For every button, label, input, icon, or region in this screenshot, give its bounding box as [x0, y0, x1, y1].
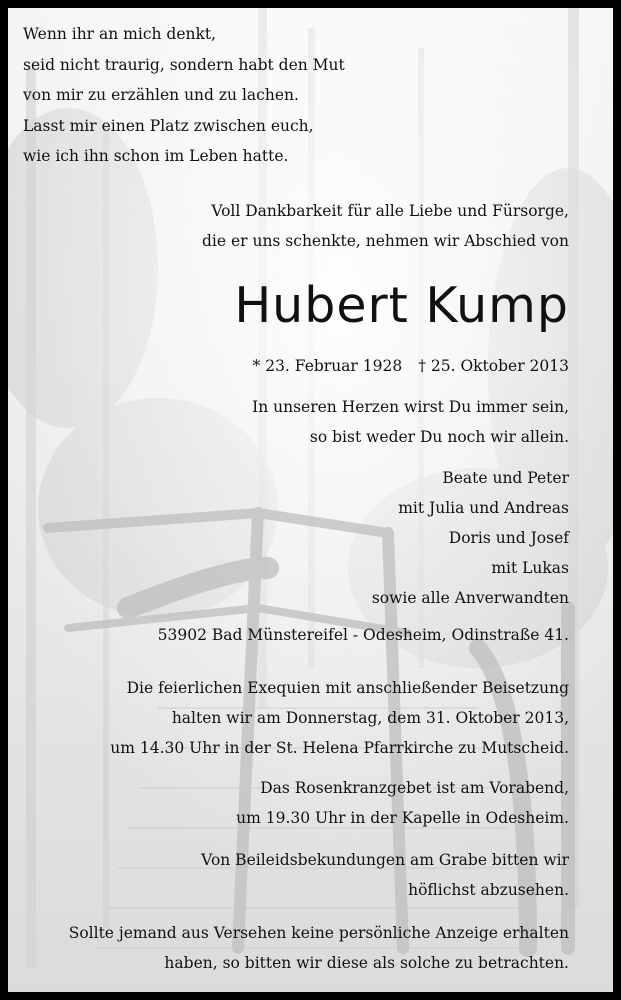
- intro-line: die er uns schenkte, nehmen wir Abschied von: [201, 232, 569, 250]
- rosary-line: Das Rosenkranzgebet ist am Vorabend,: [260, 779, 569, 797]
- intro-line: Voll Dankbarkeit für alle Liebe und Fürsorge,: [211, 202, 569, 220]
- condolences-note: [201, 845, 569, 905]
- poem-line: Wenn ihr an mich denkt,: [23, 25, 217, 43]
- mourners-list: [372, 463, 569, 613]
- condolences-line: Von Beileidsbekundungen am Grabe bitten wir: [201, 851, 569, 869]
- funeral-details: [110, 673, 569, 763]
- poem-line: wie ich ihn schon im Leben hatte.: [23, 147, 289, 165]
- poem-line: von mir zu erzählen und zu lachen.: [23, 86, 299, 104]
- birth-date: * 23. Februar 1928: [252, 357, 403, 375]
- mourner: Beate und Peter: [442, 469, 569, 487]
- life-dates: [253, 351, 569, 381]
- mourner: mit Julia und Andreas: [398, 499, 569, 517]
- poem: [23, 19, 345, 172]
- saying-line: so bist weder Du noch wir allein.: [309, 428, 569, 446]
- address-line: 53902 Bad Münstereifel - Odesheim, Odinstraße 41.: [157, 626, 569, 644]
- mourner: sowie alle Anverwandten: [371, 589, 569, 607]
- intro: [202, 196, 569, 256]
- address: [158, 620, 569, 650]
- condolences-line: höflichst abzusehen.: [408, 881, 569, 899]
- saying: [252, 392, 569, 452]
- poem-line: seid nicht traurig, sondern habt den Mut: [23, 55, 345, 74]
- deceased-name: Hubert Kump: [234, 277, 569, 334]
- closing-line: haben, so bitten wir diese als solche zu betrachten.: [164, 954, 569, 972]
- rosary-details: [236, 773, 569, 833]
- mourner: Doris und Josef: [448, 529, 569, 547]
- rosary-line: um 19.30 Uhr in der Kapelle in Odesheim.: [236, 809, 569, 827]
- funeral-line: Die feierlichen Exequien mit anschließender Beisetzung: [126, 679, 569, 697]
- saying-line: In unseren Herzen wirst Du immer sein,: [252, 398, 569, 416]
- death-date: † 25. Oktober 2013: [418, 357, 569, 375]
- funeral-line: um 14.30 Uhr in der St. Helena Pfarrkirche zu Mutscheid.: [110, 739, 569, 757]
- closing-note: [69, 918, 569, 978]
- closing-line: Sollte jemand aus Versehen keine persönliche Anzeige erhalten: [68, 924, 569, 942]
- mourner: mit Lukas: [491, 559, 569, 577]
- funeral-line: halten wir am Donnerstag, dem 31. Oktober 2013,: [171, 709, 569, 727]
- poem-line: Lasst mir einen Platz zwischen euch,: [23, 116, 314, 135]
